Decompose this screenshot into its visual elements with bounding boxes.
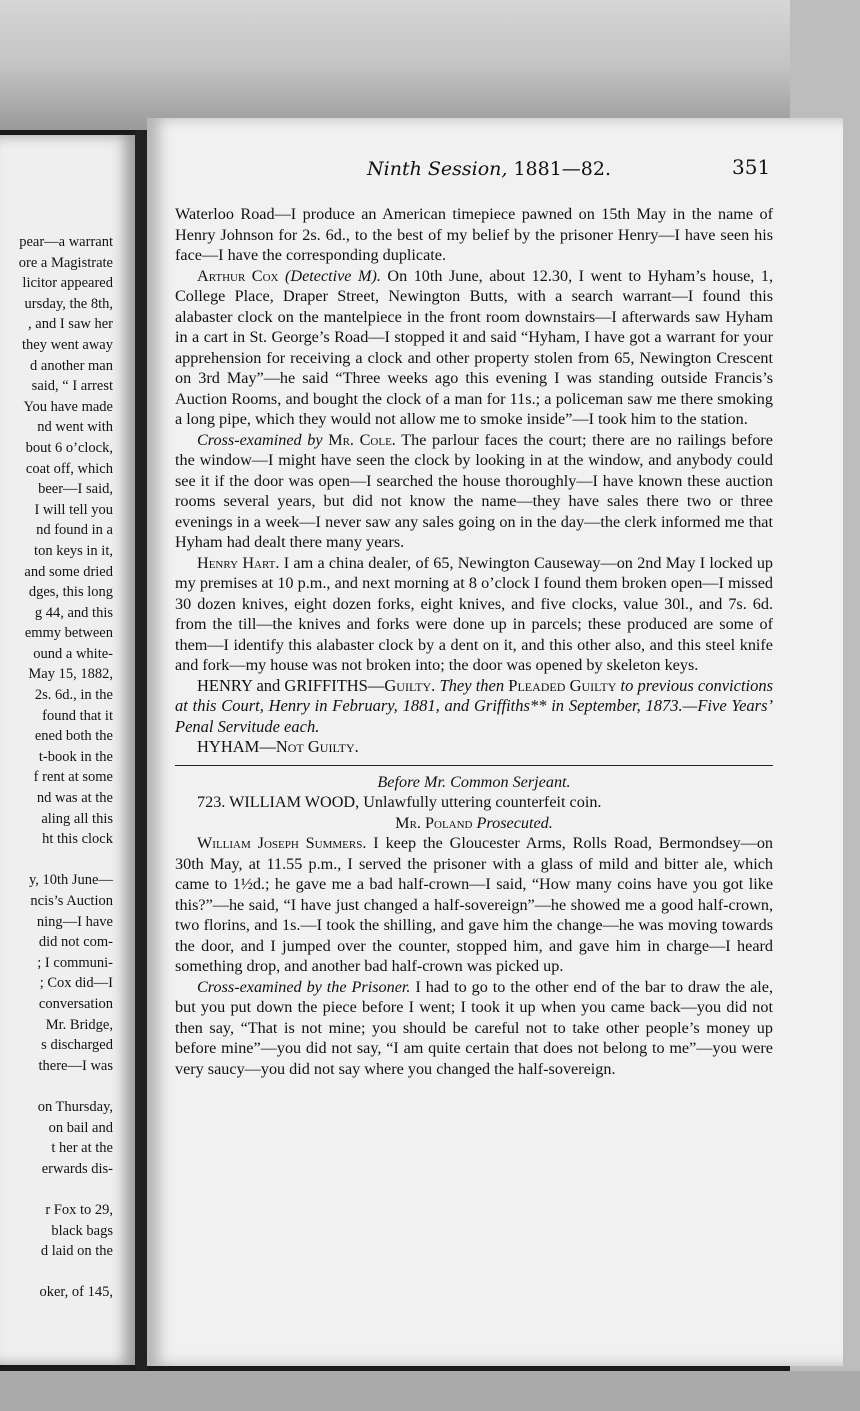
left-page-line: ning—I have bbox=[36, 913, 113, 930]
witness-name: William Joseph Summers. bbox=[197, 834, 367, 852]
left-page-line bbox=[19, 1179, 113, 1200]
book-gutter bbox=[135, 130, 147, 1370]
witness-name: Arthur Cox bbox=[197, 266, 279, 285]
left-page-line: emmy between bbox=[24, 625, 113, 642]
left-page-line: ened both the bbox=[34, 728, 113, 745]
left-page-line: d another man bbox=[30, 357, 113, 374]
running-header bbox=[147, 155, 787, 188]
left-page-line: y, 10th June— bbox=[28, 872, 113, 889]
left-page-line: s discharged bbox=[41, 1037, 113, 1054]
left-page-line: on bail and bbox=[48, 1119, 113, 1136]
left-page-line: pear—a warrant bbox=[19, 234, 113, 250]
right-page bbox=[147, 118, 843, 1366]
left-page-line: and some dried bbox=[24, 563, 113, 580]
left-page-line: black bags bbox=[51, 1222, 113, 1239]
testimony-text: I am a china dealer, of 65, Newington Causeway—on 2nd May I locked up my premises at 10 p.m., and next morning at 8 o’clock I found them broken open—I missed 30 dozen knives, eight dozen forks, eight knives, and five clocks, value 30l., and 7s. 6d. from the till—the knives and forks were done up in parcels; these produced are some of them—I identify this alabaster clock by a dent on it, and this other also, and this steel knife and fork—my house was not broken into; the door was opened by skeleton keys. bbox=[175, 553, 774, 674]
left-page-line: May 15, 1882, bbox=[28, 666, 113, 683]
header-years: 1881—82. bbox=[513, 158, 612, 180]
left-page-line: nd was at the bbox=[36, 790, 113, 807]
left-page-line: , and I saw her bbox=[28, 316, 113, 333]
testimony-text: On 10th June, about 12.30, I went to Hyham’s house, 1, College Place, Draper Street, Newington Butts, with a search warrant—I found this alabaster clock on the mantelpiece in the front room downstairs—I afterwards saw Hyham in a cart in St. George’s Road—I stopped it and said “Hyham, I have got a warrant for your apprehension for receiving a clock and other property stolen from 65, Newington Crescent on 3rd May”—he said “Three weeks ago this evening I was standing outside Francis’s Auction Rooms, and bought the clock of a man for 11s.; a policeman saw me there smoking a long pipe, which they would not allow me to smoke inside”—I took him to the station. bbox=[175, 266, 773, 428]
background-bottom bbox=[0, 1371, 860, 1411]
left-page-line: found that it bbox=[42, 707, 113, 724]
paragraph bbox=[175, 553, 773, 676]
judge-text: Before Mr. Common Serjeant. bbox=[377, 772, 571, 791]
left-page-line: licitor appeared bbox=[22, 275, 113, 292]
paragraph bbox=[175, 833, 773, 977]
paragraph bbox=[175, 430, 773, 553]
cross-exam-label: Cross-examined by bbox=[197, 430, 323, 449]
left-page-line: ton keys in it, bbox=[34, 542, 113, 559]
left-page-line: ncis’s Auction bbox=[30, 893, 113, 909]
sentence-text: to previous convictions at this Court, Henry in February, 1881, and Griffiths** in September, 1873.—Five Years’ Penal Servitude each. bbox=[175, 675, 774, 736]
paragraph bbox=[175, 266, 773, 430]
left-page-line: oker, of 145, bbox=[39, 1284, 113, 1301]
left-page-line: said, “ I arrest bbox=[31, 378, 113, 395]
left-page-line: Mr. Bridge, bbox=[45, 1016, 113, 1033]
left-page-text bbox=[19, 232, 113, 1303]
background-top bbox=[0, 0, 860, 130]
left-page-line: erwards dis- bbox=[41, 1160, 113, 1177]
left-page-line: You have made bbox=[23, 398, 113, 415]
left-page-line: I will tell you bbox=[34, 501, 113, 518]
cross-exam-label: Cross-examined by the Prisoner. bbox=[197, 977, 411, 996]
header-session: Ninth Session, bbox=[367, 158, 508, 180]
defendant-name: WILLIAM WOOD, bbox=[229, 793, 360, 811]
left-page-line: there—I was bbox=[38, 1057, 113, 1074]
left-page-line: nd went with bbox=[37, 419, 113, 436]
left-page-line: r Fox to 29, bbox=[45, 1201, 113, 1218]
pleaded-label: They then bbox=[439, 675, 505, 695]
left-page bbox=[0, 135, 135, 1365]
left-page-line: on Thursday, bbox=[37, 1098, 113, 1115]
left-page-line: ore a Magistrate bbox=[18, 254, 113, 271]
page-body bbox=[175, 204, 773, 1079]
case-heading bbox=[175, 792, 773, 813]
verdict bbox=[175, 737, 773, 758]
left-page-line: ht this clock bbox=[42, 831, 113, 848]
left-page-line bbox=[19, 850, 113, 871]
left-page-line: bout 6 o’clock, bbox=[25, 439, 113, 456]
paragraph bbox=[175, 977, 773, 1080]
charge-text: Unlawfully uttering counterfeit coin. bbox=[363, 793, 602, 811]
left-page-line: ound a white- bbox=[33, 645, 113, 662]
verdict bbox=[175, 676, 773, 738]
left-page-line: 2s. 6d., in the bbox=[34, 687, 113, 704]
left-page-line: t her at the bbox=[51, 1140, 113, 1157]
left-page-line: f rent at some bbox=[33, 769, 113, 786]
section-divider bbox=[175, 765, 773, 766]
left-page-line: nd found in a bbox=[36, 522, 113, 539]
testimony-text: I keep the Gloucester Arms, Rolls Road, Bermondsey—on 30th May, at 11.55 p.m., I served the prisoner with a glass of mild and bitter ale, which came to 1½d.; he gave me a bad half-crown—I said, “How many coins have you got like this?”—he said, “I have just changed a half-sovereign”—he showed me a good half-crown, two florins, and 1s.—I took the shilling, and gave him the change—he was moving towards the door, and I jumped over the counter, stopped him, and gave him in charge—I heard something drop, and another bad half-crown was picked up. bbox=[175, 834, 774, 975]
left-page-line: ; Cox did—I bbox=[39, 975, 113, 992]
verdict-names: HENRY and GRIFFITHS— bbox=[197, 675, 385, 695]
testimony-text: The parlour faces the court; there are no railings before the window—I might have seen the clock by looking in at the window, and anybody could see it if the door was open—I searched the house thoroughly—I have known these auction rooms several years, but did not know the name—they have sales there two or three evenings in a week—I never saw any sales going on in the day—the clerk informed me that Hyham had dealt there many years. bbox=[175, 430, 773, 551]
header-title bbox=[367, 158, 611, 180]
page-number: 351 bbox=[732, 155, 771, 179]
testimony-text: I had to go to the other end of the bar to draw the ale, but you put down the piece before I went; I took it up when you came back—you did not then say, “That is not mine; you should be careful not to take other people’s money up before mine”—you did not say, “I am quite certain that does not belong to me”—you were very saucy—you did not say where you changed the half-sovereign. bbox=[175, 977, 773, 1078]
left-page-line: coat off, which bbox=[25, 460, 113, 477]
left-page-line: t-book in the bbox=[38, 748, 113, 765]
prosecuted-label: Prosecuted. bbox=[476, 813, 553, 832]
before-judge bbox=[175, 772, 773, 793]
left-page-line: did not com- bbox=[38, 934, 113, 951]
left-page-line: beer—I said, bbox=[38, 481, 113, 498]
paragraph: Waterloo Road—I produce an American timepiece pawned on 15th May in the name of Henry Johnson for 2s. 6d., to the best of my belief by the prisoner Henry—I have seen his face—I have the corresponding duplicate. bbox=[175, 205, 773, 264]
counsel-name: Mr. Cole. bbox=[328, 430, 396, 449]
pleaded-guilty: Pleaded Guilty bbox=[508, 675, 617, 695]
prosecution-line bbox=[175, 813, 773, 834]
left-page-line bbox=[19, 1076, 113, 1097]
left-page-line bbox=[19, 1262, 113, 1283]
left-page-line: conversation bbox=[38, 995, 113, 1012]
left-page-line: aling all this bbox=[41, 810, 113, 827]
left-page-line: g 44, and this bbox=[34, 604, 113, 621]
prosecutor-name: Mr. Poland bbox=[395, 813, 473, 832]
left-page-line: d laid on the bbox=[40, 1243, 113, 1260]
case-number: 723. bbox=[197, 793, 226, 811]
left-page-line: they went away bbox=[22, 336, 113, 353]
witness-role: (Detective M). bbox=[285, 266, 381, 285]
left-page-line: ; I communi- bbox=[37, 954, 113, 971]
verdict-text: Guilty. bbox=[384, 675, 436, 695]
verdict-text: Not Guilty. bbox=[275, 737, 359, 756]
left-page-line: ursday, the 8th, bbox=[24, 295, 113, 312]
left-page-line: dges, this long bbox=[28, 584, 113, 601]
verdict-names: HYHAM— bbox=[197, 737, 276, 756]
witness-name: Henry Hart. bbox=[197, 553, 280, 572]
